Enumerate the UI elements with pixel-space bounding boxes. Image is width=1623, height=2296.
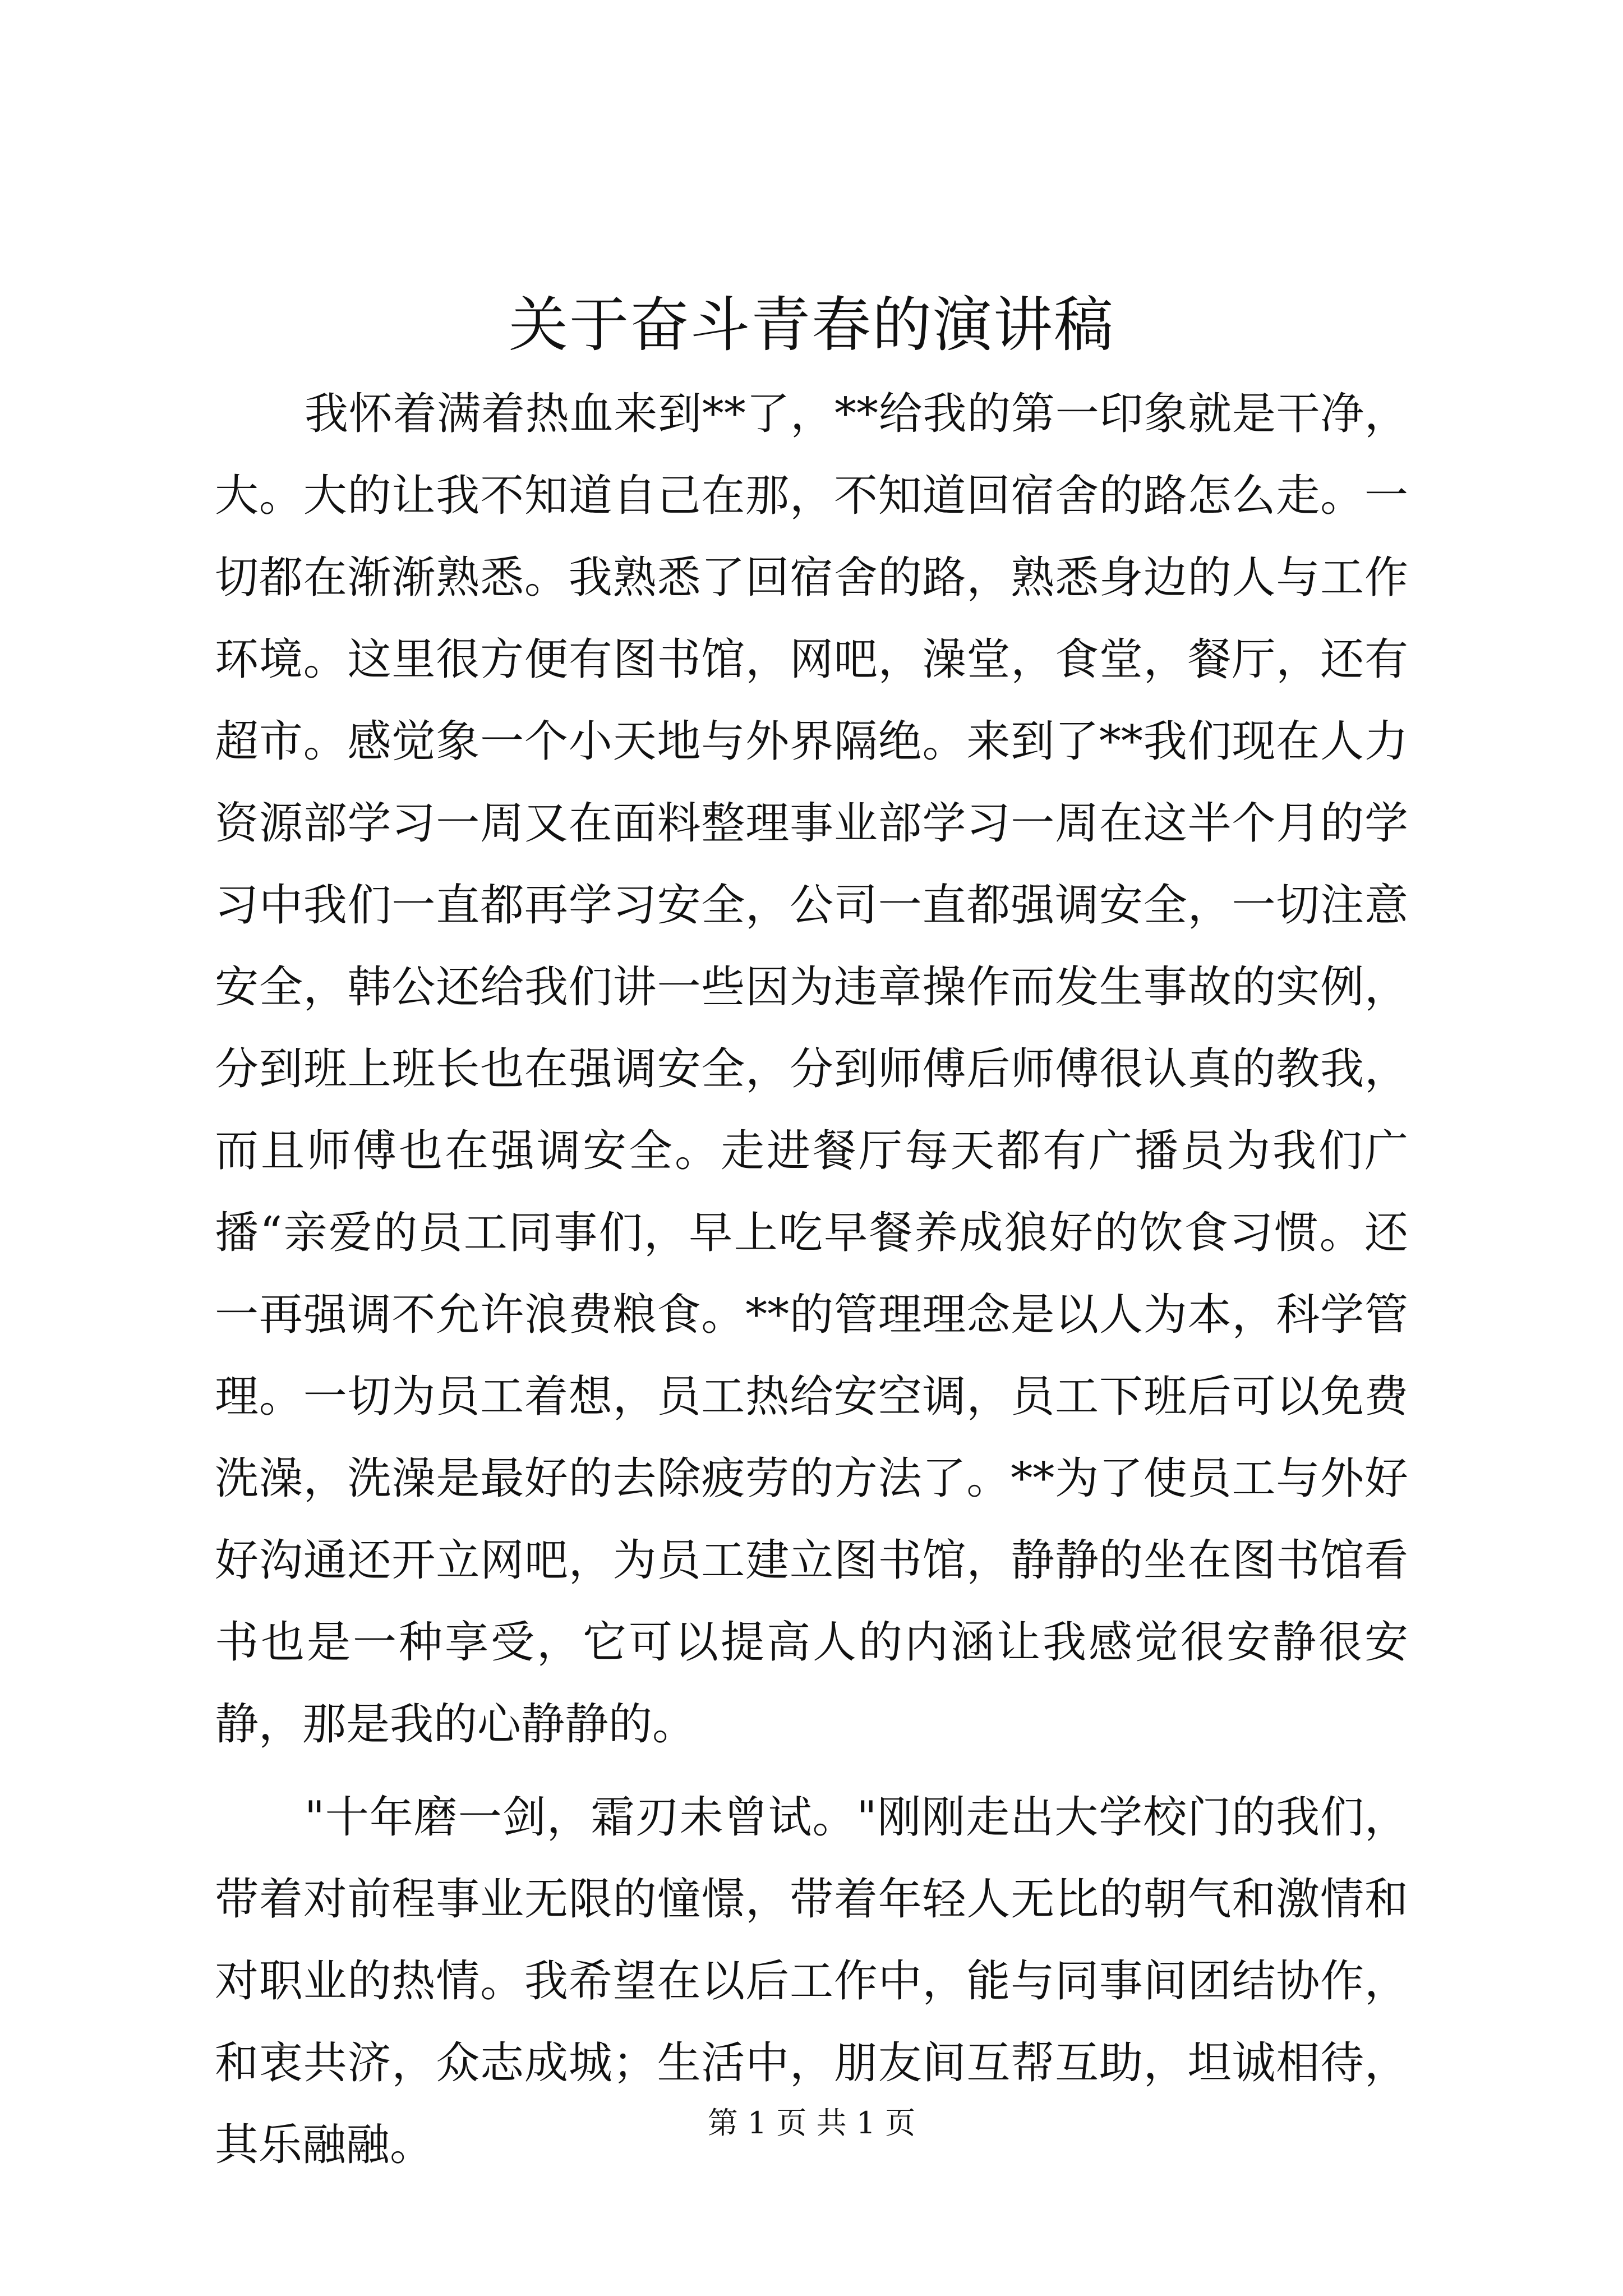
- paragraph-2: "十年磨一剑，霜刃未曾试。"刚刚走出大学校门的我们，带着对前程事业无限的憧憬，带着年轻人无比的朝气和激情和对职业的热情。我希望在以后工作中，能与同事间团结协作，和衷共济，众志成城；生活中，朋友间互帮互助，坦诚相待，其乐融融。: [215, 1792, 1408, 2170]
- document-title: 关于奋斗青春的演讲稿: [509, 291, 1114, 360]
- page-number-footer: 第 1 页 共 1 页: [707, 2105, 916, 2141]
- paragraph-1: 我怀着满着热血来到**了，**给我的第一印象就是干净，大。大的让我不知道自己在那，不知道回宿舍的路怎么走。一切都在渐渐熟悉。我熟悉了回宿舍的路，熟悉身边的人与工作环境。这里很方便有图书馆，网吧，澡堂，食堂，餐厅，还有超市。感觉象一个小天地与外界隔绝。来到了**我们现在人力资源部学习一周又在面料整理事业部学习一周在这半个月的学习中我们一直都再学习安全，公司一直都强调安全，一切注意安全，韩公还给我们讲一些因为违章操作而发生事故的实例，分到班上班长也在强调安全，分到师傅后师傅很认真的教我，而且师傅也在强调安全。走进餐厅每天都有广播员为我们广播“亲爱的员工同事们，早上吃早餐养成狼好的饮食习惯。还一再强调不允许浪费粮食。**的管理理念是以人为本，科学管理。一切为员工着想，员工热给安空调，员工下班后可以免费洗澡，洗澡是最好的去除疲劳的方法了。**为了使员工与外好好沟通还开立网吧，为员工建立图书馆，静静的坐在图书馆看书也是一种享受，它可以提高人的内涵让我感觉很安静很安静，那是我的心静静的。: [215, 389, 1408, 1750]
- document-body: [215, 373, 1408, 2186]
